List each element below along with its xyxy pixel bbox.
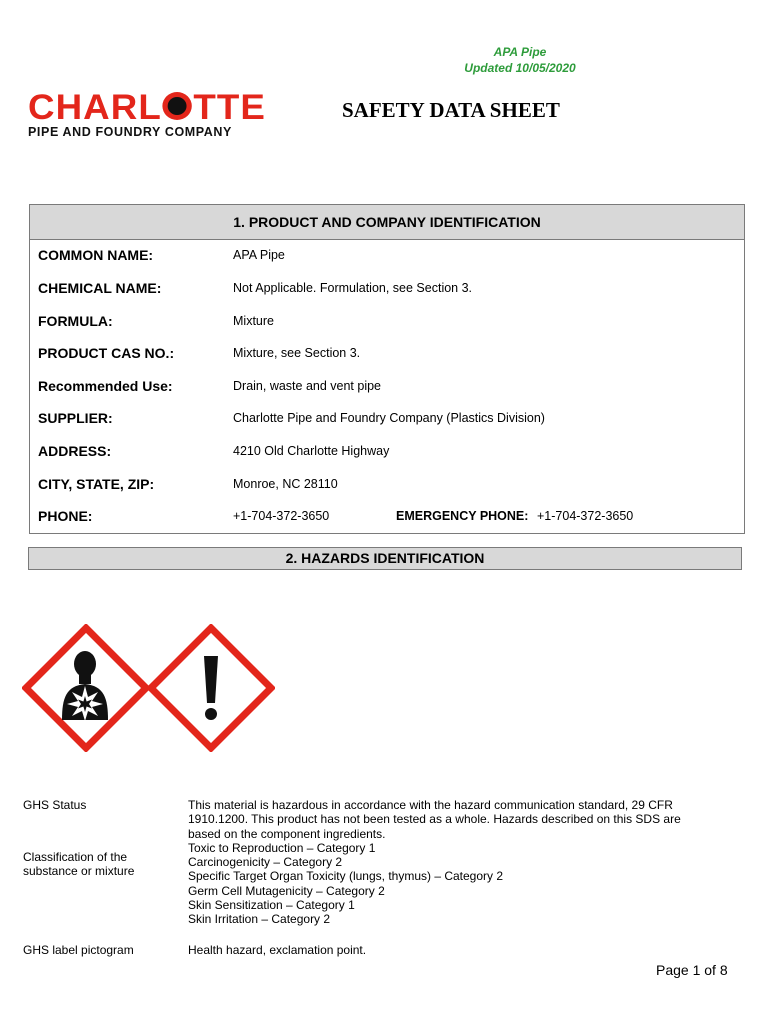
row-address: [30, 435, 744, 467]
health-hazard-icon: [22, 624, 150, 752]
address-value: 4210 Old Charlotte Highway: [233, 444, 390, 458]
logo-subtitle: PIPE AND FOUNDRY COMPANY: [28, 125, 232, 139]
recommended-use-value: Drain, waste and vent pipe: [233, 379, 382, 393]
supplier-value: Charlotte Pipe and Foundry Company (Plastics Division): [233, 411, 545, 425]
emergency-phone-label: EMERGENCY PHONE:: [396, 509, 529, 523]
section1-heading: 1. PRODUCT AND COMPANY IDENTIFICATION: [30, 205, 744, 240]
formula-label: FORMULA:: [38, 313, 113, 329]
chemical-name-value: Not Applicable. Formulation, see Section 3.: [233, 281, 473, 295]
updated-date: Updated 10/05/2020: [464, 61, 576, 75]
row-chemical-name: [30, 272, 744, 304]
common-name-value: APA Pipe: [233, 248, 285, 262]
recommended-use-label: Recommended Use:: [38, 378, 173, 394]
row-common-name: [30, 239, 744, 271]
formula-value: Mixture: [233, 314, 274, 328]
classification-label: Classification of the substance or mixture: [23, 850, 135, 879]
ghs-status-text: This material is hazardous in accordance with the hazard communication standard, 29 CFR 1910.1200. This product has not been tested as a whole. Hazards described on this SDS are based on the component ingredients. Toxic to Reproduction – Category 1 Carcinogenicity – Category 2 Specific Target Organ Toxicity (lungs, thymus) – Category 2 Germ Cell Mutagenicity – Category 2 Skin Sensitization – Category 1 Skin Irritation – Category 2: [188, 798, 681, 927]
phone-label: PHONE:: [38, 508, 93, 524]
supplier-label: SUPPLIER:: [38, 410, 113, 426]
city-state-zip-value: Monroe, NC 28110: [233, 477, 338, 491]
row-phone: [30, 500, 744, 532]
logo-wordmark: CHARL TTE: [28, 88, 266, 127]
document-meta: [400, 44, 640, 76]
row-recommended-use: [30, 370, 744, 402]
pictogram-value: Health hazard, exclamation point.: [188, 943, 367, 957]
row-supplier: [30, 402, 744, 434]
cas-no-label: PRODUCT CAS NO.:: [38, 345, 175, 361]
row-city-state-zip: [30, 468, 744, 500]
chemical-name-label: CHEMICAL NAME:: [38, 280, 162, 296]
product-name-header: APA Pipe: [493, 45, 547, 59]
emergency-phone-value: +1-704-372-3650: [537, 509, 634, 523]
phone-value: +1-704-372-3650: [233, 509, 330, 523]
common-name-label: COMMON NAME:: [38, 247, 154, 263]
page-title: SAFETY DATA SHEET: [342, 98, 560, 122]
city-state-zip-label: CITY, STATE, ZIP:: [38, 476, 155, 492]
address-label: ADDRESS:: [38, 443, 112, 459]
ghs-status-label: GHS Status: [23, 798, 87, 812]
row-cas-no: [30, 337, 744, 369]
row-formula: [30, 305, 744, 337]
logo-dot-icon: [163, 92, 192, 120]
page-number: Page 1 of 8: [656, 962, 728, 978]
company-logo: [28, 88, 300, 142]
pictogram-label: GHS label pictogram: [23, 943, 134, 957]
section-product-identification: [29, 204, 745, 534]
cas-no-value: Mixture, see Section 3.: [233, 346, 361, 360]
exclamation-mark-icon: [147, 624, 275, 752]
section2-heading: 2. HAZARDS IDENTIFICATION: [28, 547, 742, 570]
